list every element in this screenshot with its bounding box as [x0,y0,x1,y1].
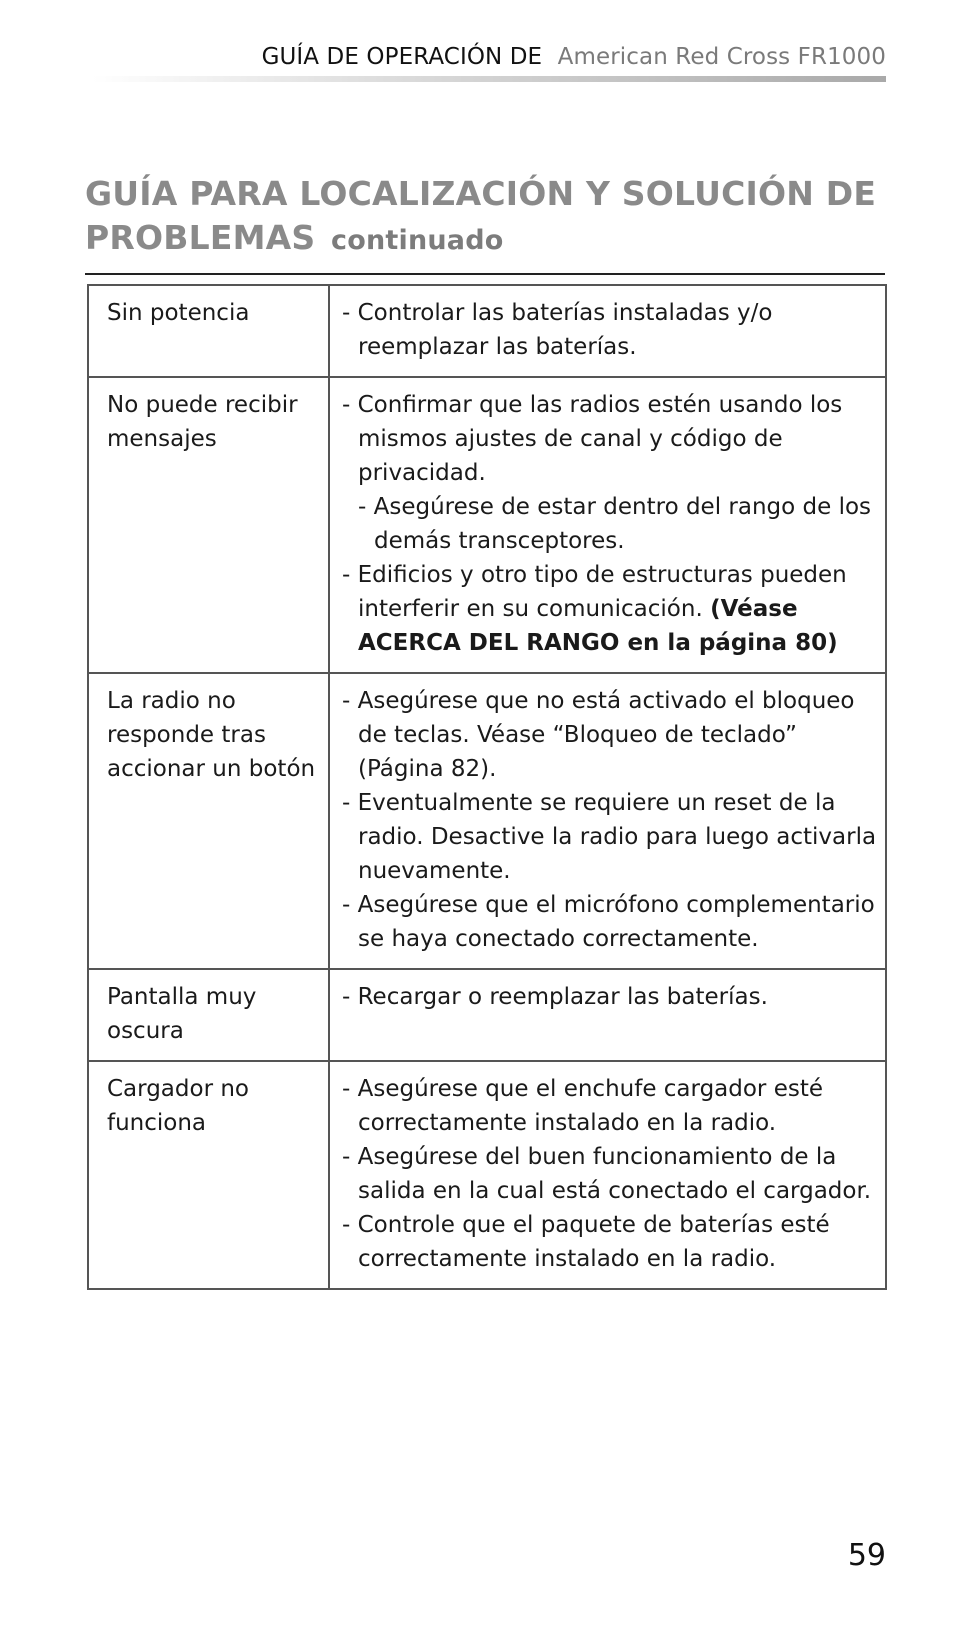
table-row [88,969,886,1061]
section-subtitle: continuado [331,225,504,256]
solution-item: - Asegúrese que el enchufe cargador esté correctamente instalado en la radio. [342,1076,824,1136]
problem-cell: No puede recibir mensajes [88,377,329,673]
section-title [85,172,885,263]
troubleshooting-table [87,284,887,1290]
solution-cell [329,377,886,673]
table-row [88,1061,886,1289]
solution-cell [329,673,886,969]
table-row [88,377,886,673]
solution-item: - Eventualmente se requiere un reset de la radio. Desactive la radio para luego activarla nuevamente. [342,790,877,884]
solution-cell [329,1061,886,1289]
solution-item: - Asegúrese que no está activado el bloqueo de teclas. Véase “Bloqueo de teclado” (Página 82). [342,688,855,782]
solution-item [342,558,879,660]
running-header [262,44,886,70]
solution-item: - Confirmar que las radios estén usando los mismos ajustes de canal y código de privacidad. [342,392,843,486]
solution-item: - Asegúrese que el micrófono complementario se haya conectado correctamente. [342,892,875,952]
solution-item: - Asegúrese del buen funcionamiento de la salida en la cual está conectado el cargador. [342,1144,872,1204]
page-number: 59 [847,1538,886,1573]
table-row [88,673,886,969]
solution-item: - Controlar las baterías instaladas y/o reemplazar las baterías. [342,300,773,360]
header-rule [92,76,886,82]
solution-item: - Recargar o reemplazar las baterías. [342,984,768,1010]
problem-cell: Pantalla muy oscura [88,969,329,1061]
solution-item-text: - Edificios y otro tipo de estructuras pueden interferir en su comunicación. [342,562,847,622]
table-row [88,285,886,377]
running-header-product: American Red Cross FR1000 [557,44,886,70]
section-title-text: GUÍA PARA LOCALIZACIÓN Y SOLUCIÓN DE PROBLEMAS [85,174,877,257]
problem-cell: La radio no responde tras accionar un botón [88,673,329,969]
problem-cell: Sin potencia [88,285,329,377]
solution-item: - Asegúrese de estar dentro del rango de los demás transceptores. [358,494,872,554]
problem-cell: Cargador no funciona [88,1061,329,1289]
solution-cell [329,969,886,1061]
solution-item: - Controle que el paquete de baterías esté correctamente instalado en la radio. [342,1212,830,1272]
solution-cell [329,285,886,377]
running-header-prefix: GUÍA DE OPERACIÓN DE [261,44,543,70]
page-reference: (Véase ACERCA DEL RANGO en la página 80) [358,596,838,656]
title-rule [85,273,885,275]
